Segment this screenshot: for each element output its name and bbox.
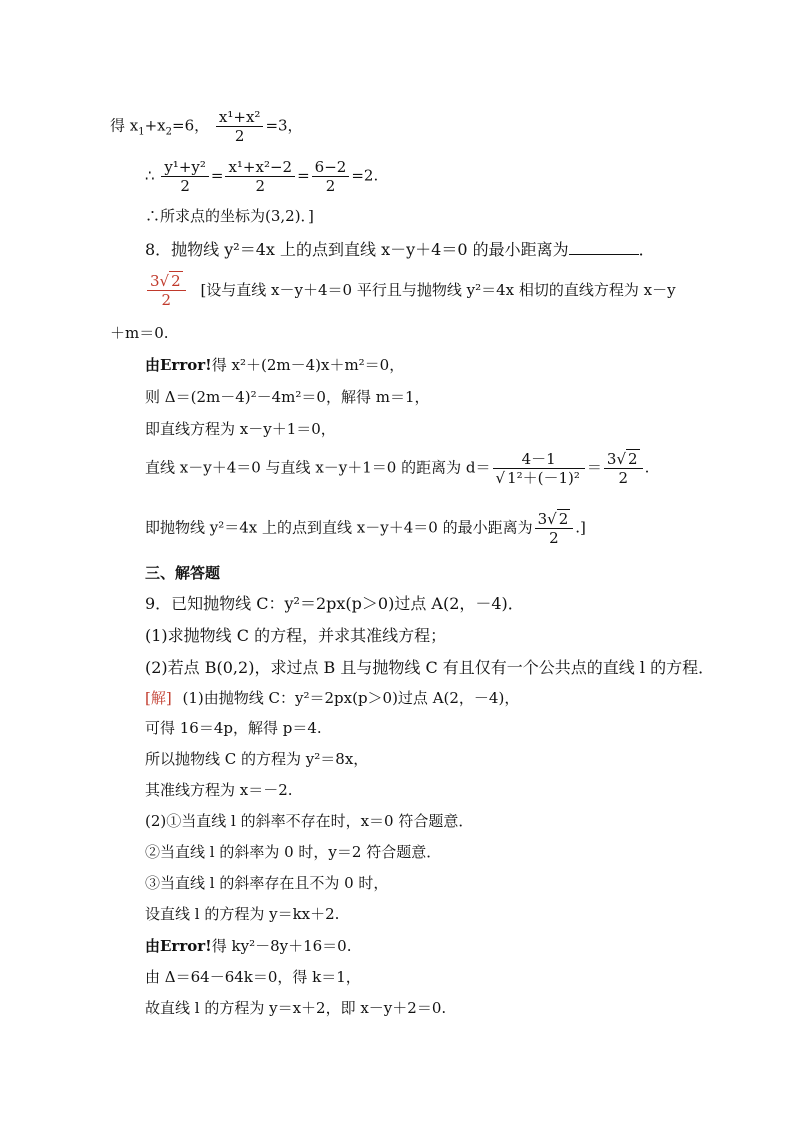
solution-9-line-1: [解] (1)由抛物线 C：y²＝2px(p＞0)过点 A(2，－4)， [145, 689, 520, 707]
solution-9-line-6: ②当直线 l 的斜率为 0 时，y＝2 符合题意． [145, 843, 442, 861]
answer-8-line-1: 由Error!得 x²＋(2m－4)x＋m²＝0， [145, 356, 405, 374]
fraction: $\frac{3√ 2}{2}$ [604, 450, 643, 487]
fraction: $\frac{\text{x¹+x²}}{2}$ [216, 108, 264, 145]
question-9: 9．已知抛物线 C：y²＝2px(p＞0)过点 A(2，－4)． [145, 594, 524, 613]
answer-8-line-3: 即直线方程为 x－y＋1＝0， [145, 420, 336, 438]
fraction: $\frac{6-2}{2}$ [312, 158, 350, 195]
answer-blank [569, 240, 639, 255]
text-segment: =6， [172, 116, 210, 135]
solution-9-line-8: 设直线 l 的方程为 y＝kx＋2. [145, 905, 340, 923]
question-8: 8．抛物线 y²＝4x 上的点到直线 x－y＋4＝0 的最小距离为 ． [145, 240, 655, 259]
text-segment: +x [144, 116, 166, 135]
question-9-part-1: (1)求抛物线 C 的方程，并求其准线方程； [145, 626, 447, 645]
answer-8: $\frac{3√ 2}{2}$ [设与直线 x－y＋4＝0 平行且与抛物线 y²＝4x 相切的直线方程为 x－y [145, 272, 676, 309]
solution-9-line-5: (2)①当直线 l 的斜率不存在时，x＝0 符合题意． [145, 812, 474, 830]
fraction: $\frac{\text{x¹+x²−2}}{2}$ [225, 158, 295, 195]
answer-8-line-2: 则 Δ＝(2m－4)²－4m²＝0，解得 m＝1， [145, 388, 430, 406]
answer-8-conclusion: 即抛物线 y²＝4x 上的点到直线 x－y＋4＝0 的最小距离为 $\frac{3√ 2}{2}$ .] [145, 510, 586, 547]
solution-9-line-9: 由Error!得 ky²－8y＋16＝0. [145, 937, 352, 955]
solution-line-y-coord: ∴ $\frac{\text{y¹+y²}}{2}$ = $\frac{\text{x¹+x²−2}}{2}$ = $\frac{6-2}{2}$ =2. [145, 158, 379, 195]
section-heading: 三、解答题 [145, 564, 221, 582]
answer-fraction: $\frac{3√ 2}{2}$ [147, 272, 186, 309]
solution-9-line-11: 故直线 l 的方程为 y＝x＋2，即 x－y＋2＝0. [145, 999, 447, 1017]
text-segment: =3， [265, 116, 303, 135]
solution-line-coordinates: ∴所求点的坐标为(3,2)．] [145, 207, 314, 225]
solution-line-sum: 得 $x_1+x_2=6$， $\frac{\text{x¹+x²}}{2}$ =3， [110, 108, 303, 145]
solution-9-line-10: 由 Δ＝64－64k＝0，得 k＝1， [145, 968, 361, 986]
solution-9-line-3: 所以抛物线 C 的方程为 y²＝8x， [145, 750, 369, 768]
answer-8-distance: 直线 x－y＋4＝0 与直线 x－y＋1＝0 的距离为 d＝ $\frac{4-1}{\text{√ 1²＋(－1)²}}$ ＝ $\frac{3√ 2}{2}$ . [145, 450, 650, 487]
solution-9-line-2: 可得 16＝4p，解得 p＝4. [145, 719, 322, 737]
solution-9-line-7: ③当直线 l 的斜率存在且不为 0 时， [145, 874, 389, 892]
fraction: $\frac{4-1}{\text{√ 1²＋(－1)²}}$ [493, 450, 585, 487]
fraction: $\frac{\text{y¹+y²}}{2}$ [161, 158, 209, 195]
question-9-part-2: (2)若点 B(0,2)，求过点 B 且与抛物线 C 有且仅有一个公共点的直线 l 的方程． [145, 658, 715, 677]
solution-9-line-4: 其准线方程为 x＝－2. [145, 781, 293, 799]
answer-8-continued: ＋m＝0. [110, 324, 169, 342]
text-segment: 得 x [110, 116, 139, 135]
solution-tag: [解] [145, 689, 172, 707]
fraction: $\frac{3√ 2}{2}$ [535, 510, 574, 547]
